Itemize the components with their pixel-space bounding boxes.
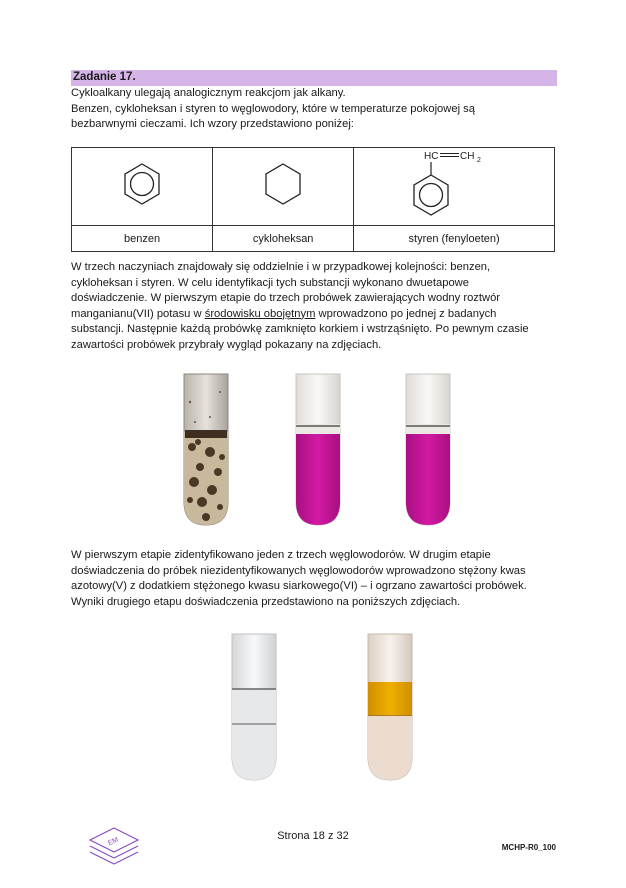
cyclohexane-structure-icon (248, 149, 318, 219)
experiment-line: doświadczenie. W pierwszym etapie do trzech probówek zawierających wodny roztwór (71, 292, 501, 304)
intro-paragraph (71, 86, 561, 133)
formulas-table (71, 147, 555, 252)
stage2-line: azotowy(V) z dodatkiem stężonego kwasu siarkowego(VI) – i ogrzano zawartości probówek. (71, 580, 527, 592)
experiment-line: cykloheksan i styren. W celu identyfikacji tych substancji wykonano dwuetapowe (71, 276, 469, 289)
document-code: MCHP-R0_100 (501, 843, 556, 852)
styrene-hc-label: HC (424, 151, 439, 162)
benzene-formula-cell (72, 148, 213, 226)
task-title: Zadanie 17. (73, 71, 136, 83)
svg-text:EM: EM (107, 836, 120, 848)
stage1-tube-purple-2 (292, 372, 344, 527)
page-number: Strona 18 z 32 (277, 830, 349, 842)
stage2-line: Wyniki drugiego etapu doświadczenia przedstawiono na poniższych zdjęciach. (71, 595, 461, 608)
styrene-ch-label: CH (460, 151, 475, 162)
cyclohexane-formula-cell (213, 148, 354, 226)
experiment-line: W trzech naczyniach znajdowały się oddzielnie i w przypadkowej kolejności: benzen, (71, 261, 491, 273)
styrene-structure-icon (404, 148, 504, 220)
experiment-line: substancji. Następnie każdą probówkę zamknięto korkiem i wstrząśnięto. Po pewnym czasie (71, 323, 529, 335)
stage2-line: doświadczenia do próbek niezidentyfikowanych węglowodorów wprowadzono stężony kwas (71, 564, 526, 577)
task-header (71, 70, 557, 86)
benzene-structure-icon (107, 149, 177, 219)
experiment-line (71, 307, 561, 323)
neutral-medium-underlined: środowisku obojętnym (204, 307, 316, 320)
stage1-tube-purple-3 (402, 372, 454, 527)
experiment-paragraph (71, 260, 561, 353)
intro-line: Benzen, cykloheksan i styren to węglowodory, które w temperaturze pokojowej są (71, 102, 475, 115)
benzene-name: benzen (72, 226, 213, 252)
stage2-tube-yellow-layer (364, 632, 416, 782)
cyclohexane-name: cykloheksan (213, 226, 354, 252)
experiment-line: zawartości probówek przybrały wygląd pokazany na zdjęciach. (71, 338, 382, 351)
styrene-name: styren (fenyloeten) (354, 226, 555, 252)
styrene-formula-cell (354, 148, 555, 226)
stage1-tube-brown-precipitate (180, 372, 232, 527)
stage2-paragraph (71, 548, 561, 610)
experiment-text: wprowadzono po jednej z badanych (315, 307, 497, 320)
intro-line: bezbarwnymi cieczami. Ich wzory przedstawiono poniżej: (71, 118, 354, 130)
stage2-tube-colorless (228, 632, 280, 782)
styrene-sub-label: 2 (477, 157, 482, 164)
intro-line: Cykloalkany ulegają analogicznym reakcjom jak alkany. (71, 87, 346, 99)
experiment-text: manganianu(VII) potasu w (71, 307, 205, 320)
stage2-line: W pierwszym etapie zidentyfikowano jeden z trzech węglowodorów. W drugim etapie (71, 549, 491, 561)
